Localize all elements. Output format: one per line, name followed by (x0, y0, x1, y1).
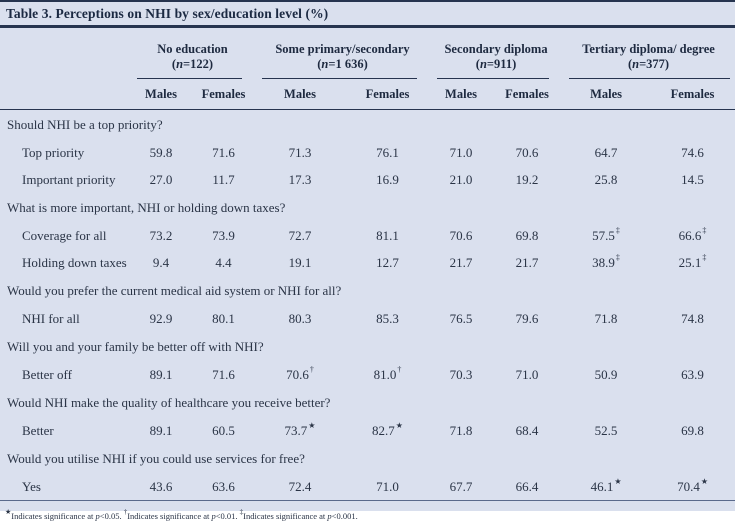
significance-marker: ★ (614, 477, 622, 487)
value-cell: 71.0 (449, 144, 473, 160)
value-cell: 70.3 (449, 366, 473, 382)
group-header-2 (430, 28, 562, 79)
value-cell: 9.4 (152, 254, 170, 270)
sex-subheader-row (0, 79, 735, 110)
value-cell: 63.9 (681, 366, 704, 382)
value-cell: 71.8 (594, 310, 618, 326)
group-n: (n=1 636) (317, 57, 368, 71)
footnote-marker: ★ (5, 508, 12, 516)
value-cell: 43.6 (149, 478, 173, 494)
value-cell: 19.2 (515, 171, 539, 187)
value-cell: 66.6‡ (678, 226, 707, 243)
subheader-males-2: Males (430, 79, 492, 110)
group-header-3 (562, 28, 735, 79)
value-cell: 17.3 (288, 171, 312, 187)
value-cell: 21.7 (515, 254, 539, 270)
group-header-1 (255, 28, 430, 79)
significance-marker: † (397, 365, 402, 375)
question-label: Would you prefer the current medical aid system or NHI for all? (7, 282, 342, 298)
significance-marker: ‡ (615, 226, 620, 236)
group-n: (n=122) (171, 57, 214, 71)
significance-marker: † (309, 365, 314, 375)
value-cell: 70.6 (449, 227, 473, 243)
value-cell: 50.9 (594, 366, 618, 382)
subheader-males-0: Males (130, 79, 192, 110)
question-row (0, 193, 735, 222)
significance-marker: ★ (700, 477, 708, 487)
value-cell: 82.7★ (372, 421, 403, 438)
subheader-females-1: Females (345, 79, 430, 110)
value-cell: 25.8 (594, 171, 618, 187)
value-cell: 68.4 (515, 422, 539, 438)
group-name: Tertiary diploma/ degree (582, 42, 715, 56)
value-cell: 80.3 (288, 310, 312, 326)
value-cell: 4.4 (215, 254, 232, 270)
value-cell: 59.8 (149, 144, 173, 160)
value-cell: 71.0 (376, 478, 399, 494)
value-cell: 74.6 (681, 144, 704, 160)
group-header-0 (130, 28, 255, 79)
data-row (0, 417, 735, 444)
row-label: Top priority (22, 144, 85, 160)
data-row (0, 305, 735, 332)
value-cell: 71.0 (515, 366, 539, 382)
value-cell: 66.4 (515, 478, 539, 494)
value-cell: 73.7★ (284, 421, 316, 438)
value-cell: 89.1 (149, 366, 173, 382)
significance-marker: ‡ (702, 253, 707, 263)
value-cell: 71.6 (212, 366, 235, 382)
subheader-females-3: Females (650, 79, 735, 110)
value-cell: 38.9‡ (592, 253, 620, 270)
value-cell: 52.5 (594, 422, 618, 438)
row-label: Coverage for all (22, 227, 107, 243)
table-body (0, 110, 735, 501)
value-cell: 70.6 (515, 144, 539, 160)
value-cell: 27.0 (149, 171, 173, 187)
value-cell: 89.1 (149, 422, 173, 438)
row-label: Yes (22, 478, 41, 494)
value-cell: 69.8 (515, 227, 539, 243)
value-cell: 19.1 (288, 254, 312, 270)
value-cell: 21.0 (449, 171, 473, 187)
footnote-item: †Indicates significance at p<0.01. (123, 508, 240, 521)
value-cell: 12.7 (376, 254, 399, 270)
value-cell: 71.6 (212, 144, 235, 160)
p-symbol: p (211, 510, 216, 521)
data-row (0, 222, 735, 249)
question-label: Would you utilise NHI if you could use services for free? (7, 450, 305, 466)
group-name: Some primary/secondary (275, 42, 410, 56)
question-label: Will you and your family be better off with NHI? (7, 338, 264, 354)
value-cell: 76.5 (449, 310, 473, 326)
value-cell: 71.3 (288, 144, 312, 160)
data-row (0, 139, 735, 166)
education-group-row (0, 28, 735, 79)
value-cell: 74.8 (681, 310, 704, 326)
p-symbol: p (95, 510, 100, 521)
table-header (0, 28, 735, 110)
value-cell: 25.1‡ (678, 253, 707, 270)
value-cell: 21.7 (449, 254, 473, 270)
value-cell: 69.8 (681, 422, 704, 438)
value-cell: 72.7 (288, 227, 312, 243)
question-row (0, 388, 735, 417)
data-row (0, 473, 735, 500)
table-footnote (0, 500, 735, 522)
n-symbol: n (479, 57, 487, 71)
question-label: Would NHI make the quality of healthcare you receive better? (7, 394, 331, 410)
data-row (0, 361, 735, 388)
group-n: (n=377) (627, 57, 670, 71)
value-cell: 85.3 (376, 310, 399, 326)
value-cell: 81.0† (373, 365, 402, 382)
footnote-marker: † (123, 508, 128, 516)
value-cell: 46.1★ (590, 477, 622, 494)
subheader-females-0: Females (192, 79, 255, 110)
value-cell: 60.5 (212, 422, 235, 438)
corner-cell (0, 28, 130, 79)
footnote-item: ★Indicates significance at p<0.05. (5, 508, 124, 521)
significance-marker: ‡ (615, 253, 620, 263)
group-name: No education (157, 42, 228, 56)
value-cell: 14.5 (681, 171, 704, 187)
nhi-perceptions-table (0, 28, 735, 500)
value-cell: 71.8 (449, 422, 473, 438)
n-symbol: n (176, 57, 184, 71)
data-row (0, 166, 735, 193)
question-row (0, 332, 735, 361)
row-label: Holding down taxes (22, 254, 127, 270)
value-cell: 92.9 (149, 310, 173, 326)
question-label: What is more important, NHI or holding down taxes? (7, 199, 286, 215)
row-label: Better (22, 422, 54, 438)
value-cell: 67.7 (449, 478, 473, 494)
question-label: Should NHI be a top priority? (7, 116, 163, 132)
value-cell: 80.1 (212, 310, 235, 326)
value-cell: 57.5‡ (592, 226, 620, 243)
p-symbol: p (327, 510, 332, 521)
row-label: Better off (22, 366, 72, 382)
value-cell: 79.6 (515, 310, 539, 326)
row-label: Important priority (22, 171, 116, 187)
value-cell: 16.9 (376, 171, 399, 187)
row-label: NHI for all (22, 310, 80, 326)
group-name: Secondary diploma (444, 42, 548, 56)
significance-marker: ★ (395, 421, 403, 431)
value-cell: 72.4 (288, 478, 312, 494)
subheader-males-3: Males (562, 79, 650, 110)
value-cell: 73.9 (212, 227, 235, 243)
footnote-item: ‡Indicates significance at p<0.001. (239, 508, 358, 521)
question-row (0, 444, 735, 473)
subheader-males-1: Males (255, 79, 345, 110)
n-symbol: n (632, 57, 640, 71)
significance-marker: ★ (308, 421, 316, 431)
value-cell: 81.1 (376, 227, 399, 243)
subheader-females-2: Females (492, 79, 562, 110)
value-cell: 76.1 (376, 144, 399, 160)
table-title: Table 3. Perceptions on NHI by sex/education level (%) (0, 2, 735, 28)
footnote-marker: ‡ (239, 508, 244, 516)
value-cell: 11.7 (212, 171, 235, 187)
question-row (0, 110, 735, 140)
n-symbol: n (321, 57, 329, 71)
value-cell: 63.6 (212, 478, 235, 494)
value-cell: 64.7 (594, 144, 618, 160)
corner-cell (0, 79, 130, 110)
value-cell: 70.6† (286, 365, 314, 382)
value-cell: 70.4★ (677, 477, 708, 494)
value-cell: 73.2 (149, 227, 173, 243)
data-row (0, 249, 735, 276)
question-row (0, 276, 735, 305)
significance-marker: ‡ (702, 226, 707, 236)
group-n: (n=911) (475, 57, 517, 71)
